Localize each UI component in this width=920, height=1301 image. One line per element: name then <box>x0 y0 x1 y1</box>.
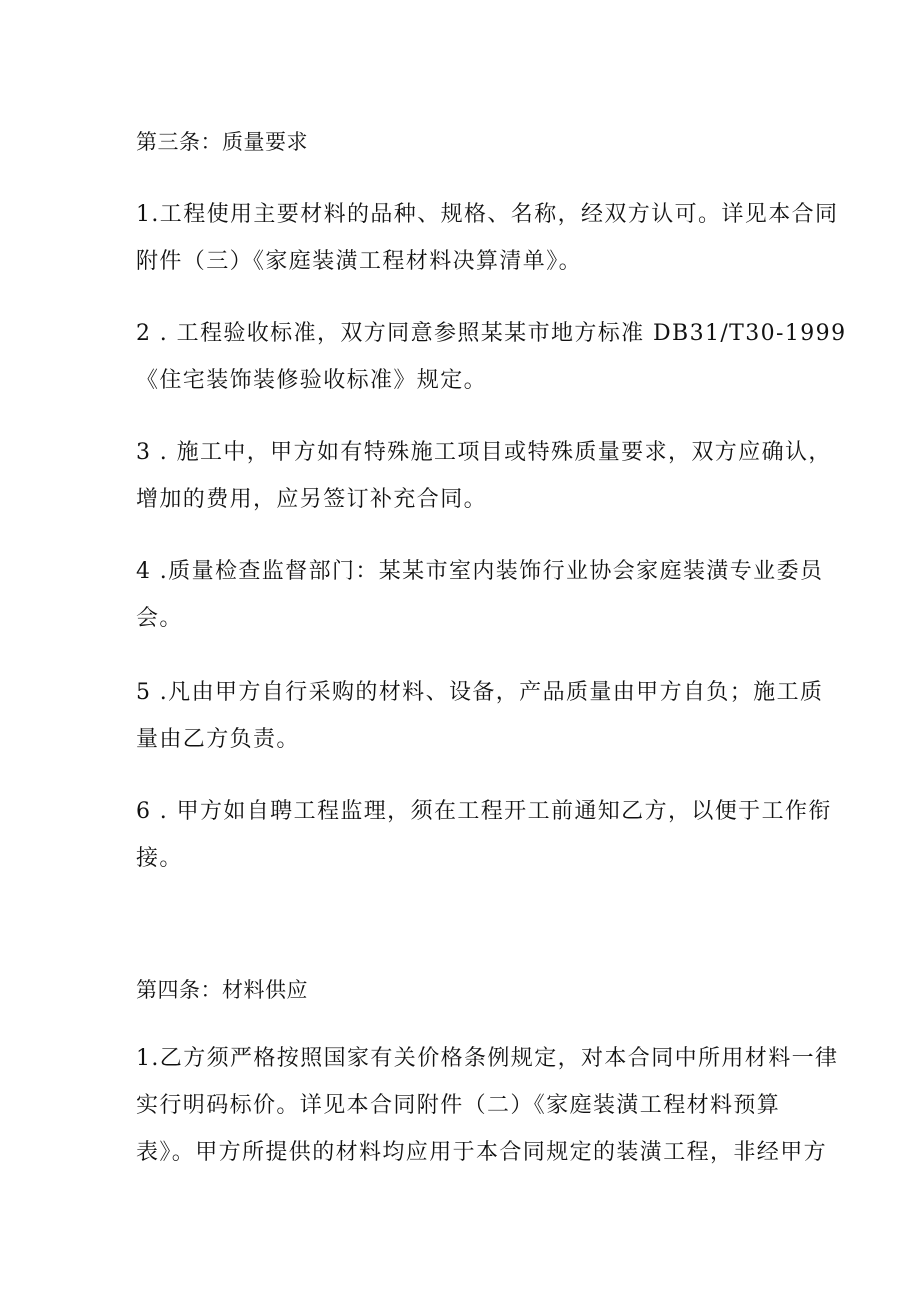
section3-item-2-line-2: 《住宅装饰装修验收标准》规定。 <box>136 368 488 393</box>
section3-item-4-line-2: 会。 <box>136 606 183 631</box>
section3-item-5-line-1: 5 .凡由甲方自行采购的材料、设备，产品质量由甲方自负；施工质 <box>136 680 824 705</box>
section3-item-1-line-2: 附件（三）《家庭装潢工程材料决算清单》。 <box>136 249 583 274</box>
section3-item-2-line-1: 2 . 工程验收标准，双方同意参照某某市地方标准 DB31/T30-1999 <box>136 321 847 346</box>
section3-item-5 <box>136 669 824 763</box>
section3-item-6 <box>136 788 832 882</box>
section4-item-1 <box>136 1035 839 1176</box>
section3-item-4-line-1: 4 .质量检查监督部门：某某市室内装饰行业协会家庭装潢专业委员 <box>136 559 824 584</box>
section3-item-4 <box>136 548 824 642</box>
section4-heading: 第四条：材料供应 <box>136 978 308 1002</box>
section4-item-1-line-2: 实行明码标价。详见本合同附件（二）《家庭装潢工程材料预算 <box>136 1093 781 1118</box>
section3-item-2 <box>136 310 847 404</box>
section4-item-1-line-1: 1.乙方须严格按照国家有关价格条例规定，对本合同中所用材料一律 <box>136 1046 839 1071</box>
section3-item-1-line-1: 1.工程使用主要材料的品种、规格、名称，经双方认可。详见本合同 <box>136 202 839 227</box>
section3-item-3-line-2: 增加的费用，应另签订补充合同。 <box>136 487 488 512</box>
section3-item-3-line-1: 3 . 施工中，甲方如有特殊施工项目或特殊质量要求，双方应确认， <box>136 440 832 465</box>
section3-item-6-line-2: 接。 <box>136 846 183 871</box>
section3-item-3 <box>136 429 832 523</box>
section3-item-5-line-2: 量由乙方负责。 <box>136 727 300 752</box>
section3-item-6-line-1: 6 . 甲方如自聘工程监理，须在工程开工前通知乙方，以便于工作衔 <box>136 799 832 824</box>
section4-item-1-line-3: 表》。甲方所提供的材料均应用于本合同规定的装潢工程，非经甲方 <box>136 1140 828 1165</box>
section3-item-1 <box>136 191 839 285</box>
section3-heading: 第三条：质量要求 <box>136 130 308 154</box>
